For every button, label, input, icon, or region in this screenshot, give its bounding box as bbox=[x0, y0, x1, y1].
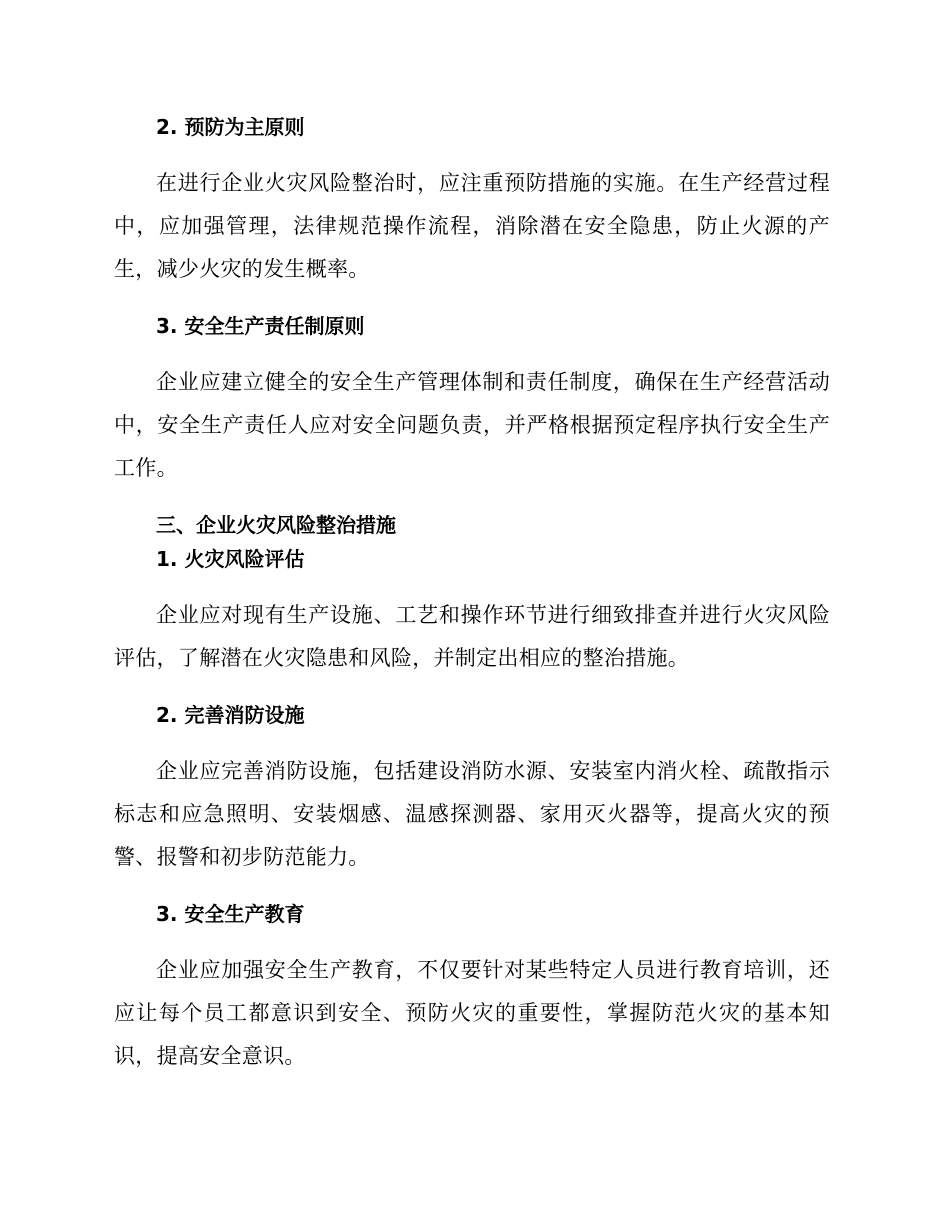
section-heading-risk-assessment: 1. 火灾风险评估 bbox=[156, 547, 305, 571]
section-heading-safety-education: 3. 安全生产教育 bbox=[156, 902, 305, 926]
paragraph-responsibility: 企业应建立健全的安全生产管理体制和责任制度，确保在生产经营活动中，安全生产责任人应对安全问题负责，并严格根据预定程序执行安全生产工作。 bbox=[114, 370, 830, 480]
paragraph-safety-education: 企业应加强安全生产教育，不仅要针对某些特定人员进行教育培训，还应让每个员工都意识到安全、预防火灾的重要性，掌握防范火灾的基本知识，提高安全意识。 bbox=[114, 958, 830, 1068]
paragraph-fire-facilities: 企业应完善消防设施，包括建设消防水源、安装室内消火栓、疏散指示标志和应急照明、安装烟感、温感探测器、家用灭火器等，提高火灾的预警、报警和初步防范能力。 bbox=[114, 759, 830, 869]
section-heading-responsibility-principle: 3. 安全生产责任制原则 bbox=[156, 314, 365, 338]
chapter-heading-measures: 三、企业火灾风险整治措施 bbox=[156, 513, 396, 537]
section-heading-fire-facilities: 2. 完善消防设施 bbox=[156, 703, 305, 727]
section-heading-prevention-principle: 2. 预防为主原则 bbox=[156, 115, 305, 139]
paragraph-prevention: 在进行企业火灾风险整治时，应注重预防措施的实施。在生产经营过程中，应加强管理，法律规范操作流程，消除潜在安全隐患，防止火源的产生，减少火灾的发生概率。 bbox=[114, 171, 830, 281]
paragraph-risk-assessment: 企业应对现有生产设施、工艺和操作环节进行细致排查并进行火灾风险评估，了解潜在火灾隐患和风险，并制定出相应的整治措施。 bbox=[114, 603, 830, 670]
